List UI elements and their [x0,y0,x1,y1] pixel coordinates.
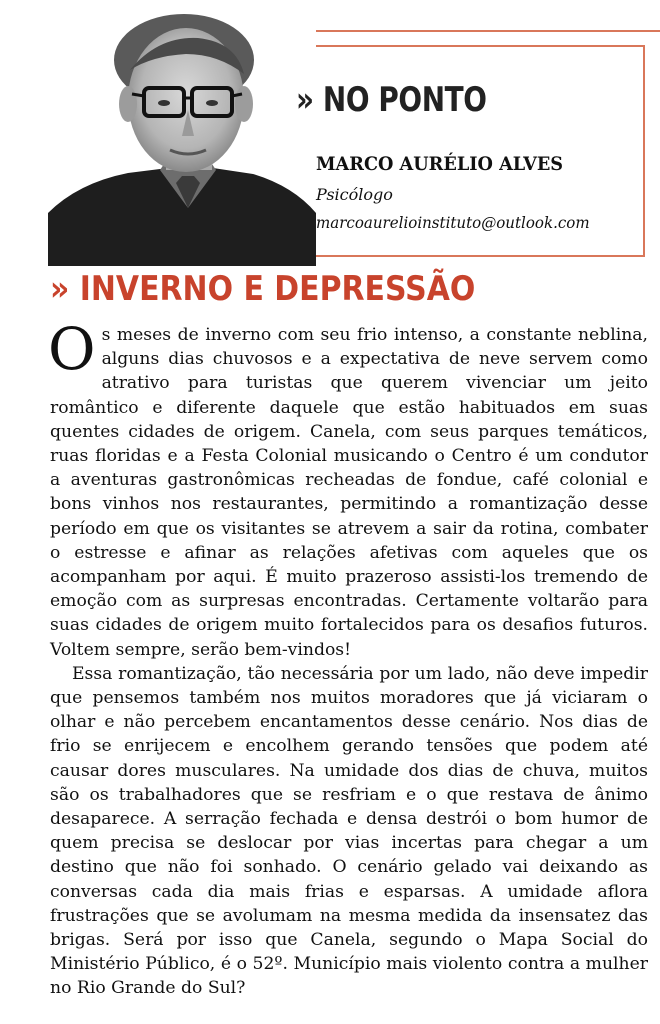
author-email[interactable]: marcoaurelioinstituto@outlook.com [316,213,590,232]
column-title: » NO PONTO [296,80,487,120]
article-paragraph-2: Essa romantização, tão necessária por um lado, não deve impedir que pensemos também nos muitos moradores que já viciaram o olhar e não percebem encantamentos desse cenário. Nos dias de frio se enrijecem e encolhem gerando tensões que podem até causar dores musculares. Na umidade dos dias de chuva, muitos são os trabalhadores que se resfriam e o que restava de ânimo desaparece. A serração fechada e densa destrói o bom humor de quem precisa se deslocar por vias incertas para chegar a um destino que não foi sonhado. O cenário gelado vai deixando as conversas cada dia mais frias e esparsas. A umidade aflora frustrações que se avolumam na mesma medida da insensatez das brigas. Será por isso que Canela, segundo o Mapa Social do Ministério Público, é o 52º. Município mais violento contra a mulher no Rio Grande do Sul? [50,663,648,999]
author-name: MARCO AURÉLIO ALVES [316,153,564,175]
article-headline: » INVERNO E DEPRESSÃO [50,269,476,309]
author-portrait-image [48,8,316,266]
article-body [48,315,648,1001]
drop-cap: O [48,315,96,383]
author-photo [48,8,316,266]
paragraph-text: s meses de inverno com seu frio intenso, a constante neblina, alguns dias chuvosos e a expectativa de neve servem como atrativo para turistas que querem vivenciar um jeito romântico e diferente daquele que estão habituados em suas quentes cidades de origem. Canela, com seus parques temáticos, ruas floridas e a Festa Colonial musicando o Centro é um condutor a aventuras gastronômicas recheadas de fondue, café colonial e bons vinhos nos restaurantes, permitindo a romantização desse período em que os visitantes se atrevem a sair da rotina, combater o estresse e afinar as relações afetivas com aqueles que os acompanham por aqui. É muito prazeroso assisti-los tremendo de emoção com as surpresas encontradas. Certamente voltarão para suas cidades de origem muito fortalecidos para os desafios futuros. Voltem sempre, serão bem-vindos! [50,325,648,660]
author-role: Psicólogo [316,185,393,204]
article-paragraph-1 [48,315,648,662]
